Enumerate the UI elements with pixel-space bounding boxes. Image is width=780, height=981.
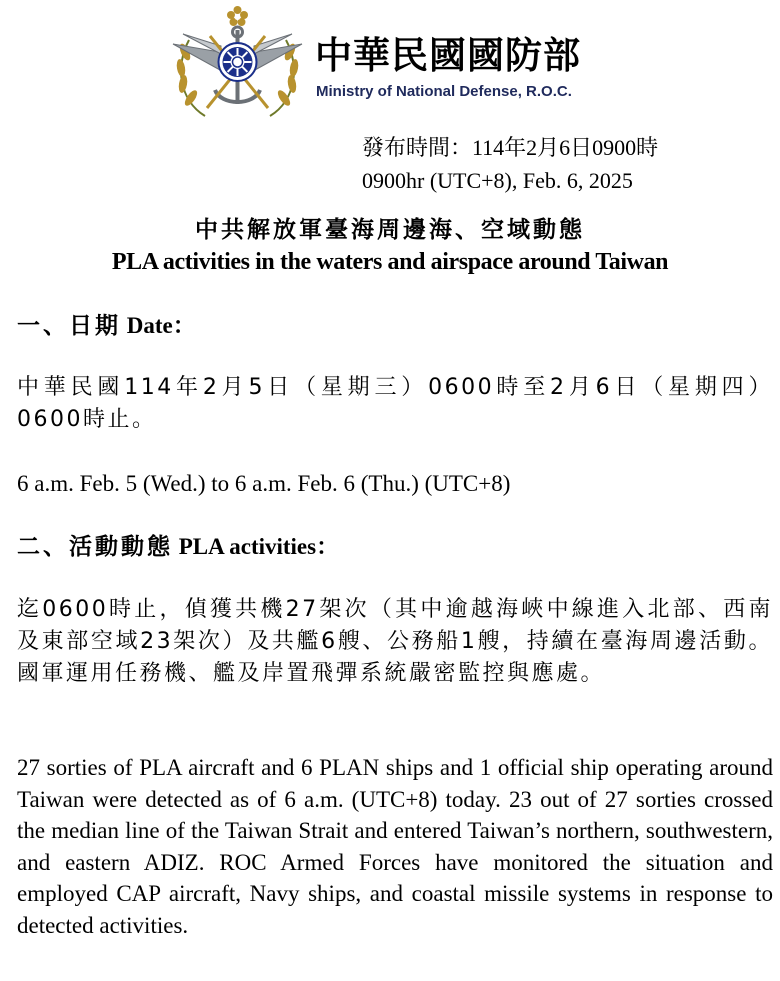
section-date-heading-colon: ： xyxy=(172,313,199,339)
org-name-en: Ministry of National Defense, R.O.C. xyxy=(316,83,572,100)
mnd-emblem-icon xyxy=(165,4,310,122)
section-activities-heading-zh: 二、活動動態 xyxy=(17,534,173,560)
activities-body-en: 27 sorties of PLA aircraft and 6 PLAN ships and 1 official ship operating around Taiwan were detected as of 6 a.m. (UTC+8) today. 23 out of 27 sorties crossed the median line of the Taiwan Strait and entered Taiwan’s northern, southwestern, and eastern ADIZ. ROC Armed Forces have monitored the situation and employed CAP aircraft, Navy ships, and coastal missile systems in response to detected activities. xyxy=(17,755,773,938)
section-date-heading-zh: 一、日期 xyxy=(17,313,121,339)
title-zh: 中共解放軍臺海周邊海、空域動態 xyxy=(195,217,585,243)
section-date-heading-en: Date xyxy=(126,313,173,338)
date-range-en: 6 a.m. Feb. 5 (Wed.) to 6 a.m. Feb. 6 (Thu.) (UTC+8) xyxy=(17,471,511,496)
date-range-zh: 中華民國114年2月5日（星期三）0600時至2月6日（星期四）0600時止。 xyxy=(17,375,773,432)
press-release-header xyxy=(165,4,625,122)
title-en: PLA activities in the waters and airspace around Taiwan xyxy=(111,249,669,275)
section-activities-heading-en: PLA activities xyxy=(178,534,317,559)
release-time xyxy=(362,131,658,197)
section-activities-heading xyxy=(17,531,342,563)
release-time-zh: 發布時間：114年2月6日0900時 xyxy=(362,135,659,160)
section-date-heading xyxy=(17,310,199,342)
release-time-en: 0900hr (UTC+8), Feb. 6, 2025 xyxy=(362,168,633,193)
activities-body-zh: 迄0600時止，偵獲共機27架次（其中逾越海峽中線進入北部、西南及東部空域23架次）及共艦6艘、公務船1艘，持續在臺海周邊活動。國軍運用任務機、艦及岸置飛彈系統嚴密監控與應處。 xyxy=(17,597,774,686)
section-activities-heading-colon: ： xyxy=(316,534,343,560)
org-name-zh: 中華民國國防部 xyxy=(315,34,581,77)
